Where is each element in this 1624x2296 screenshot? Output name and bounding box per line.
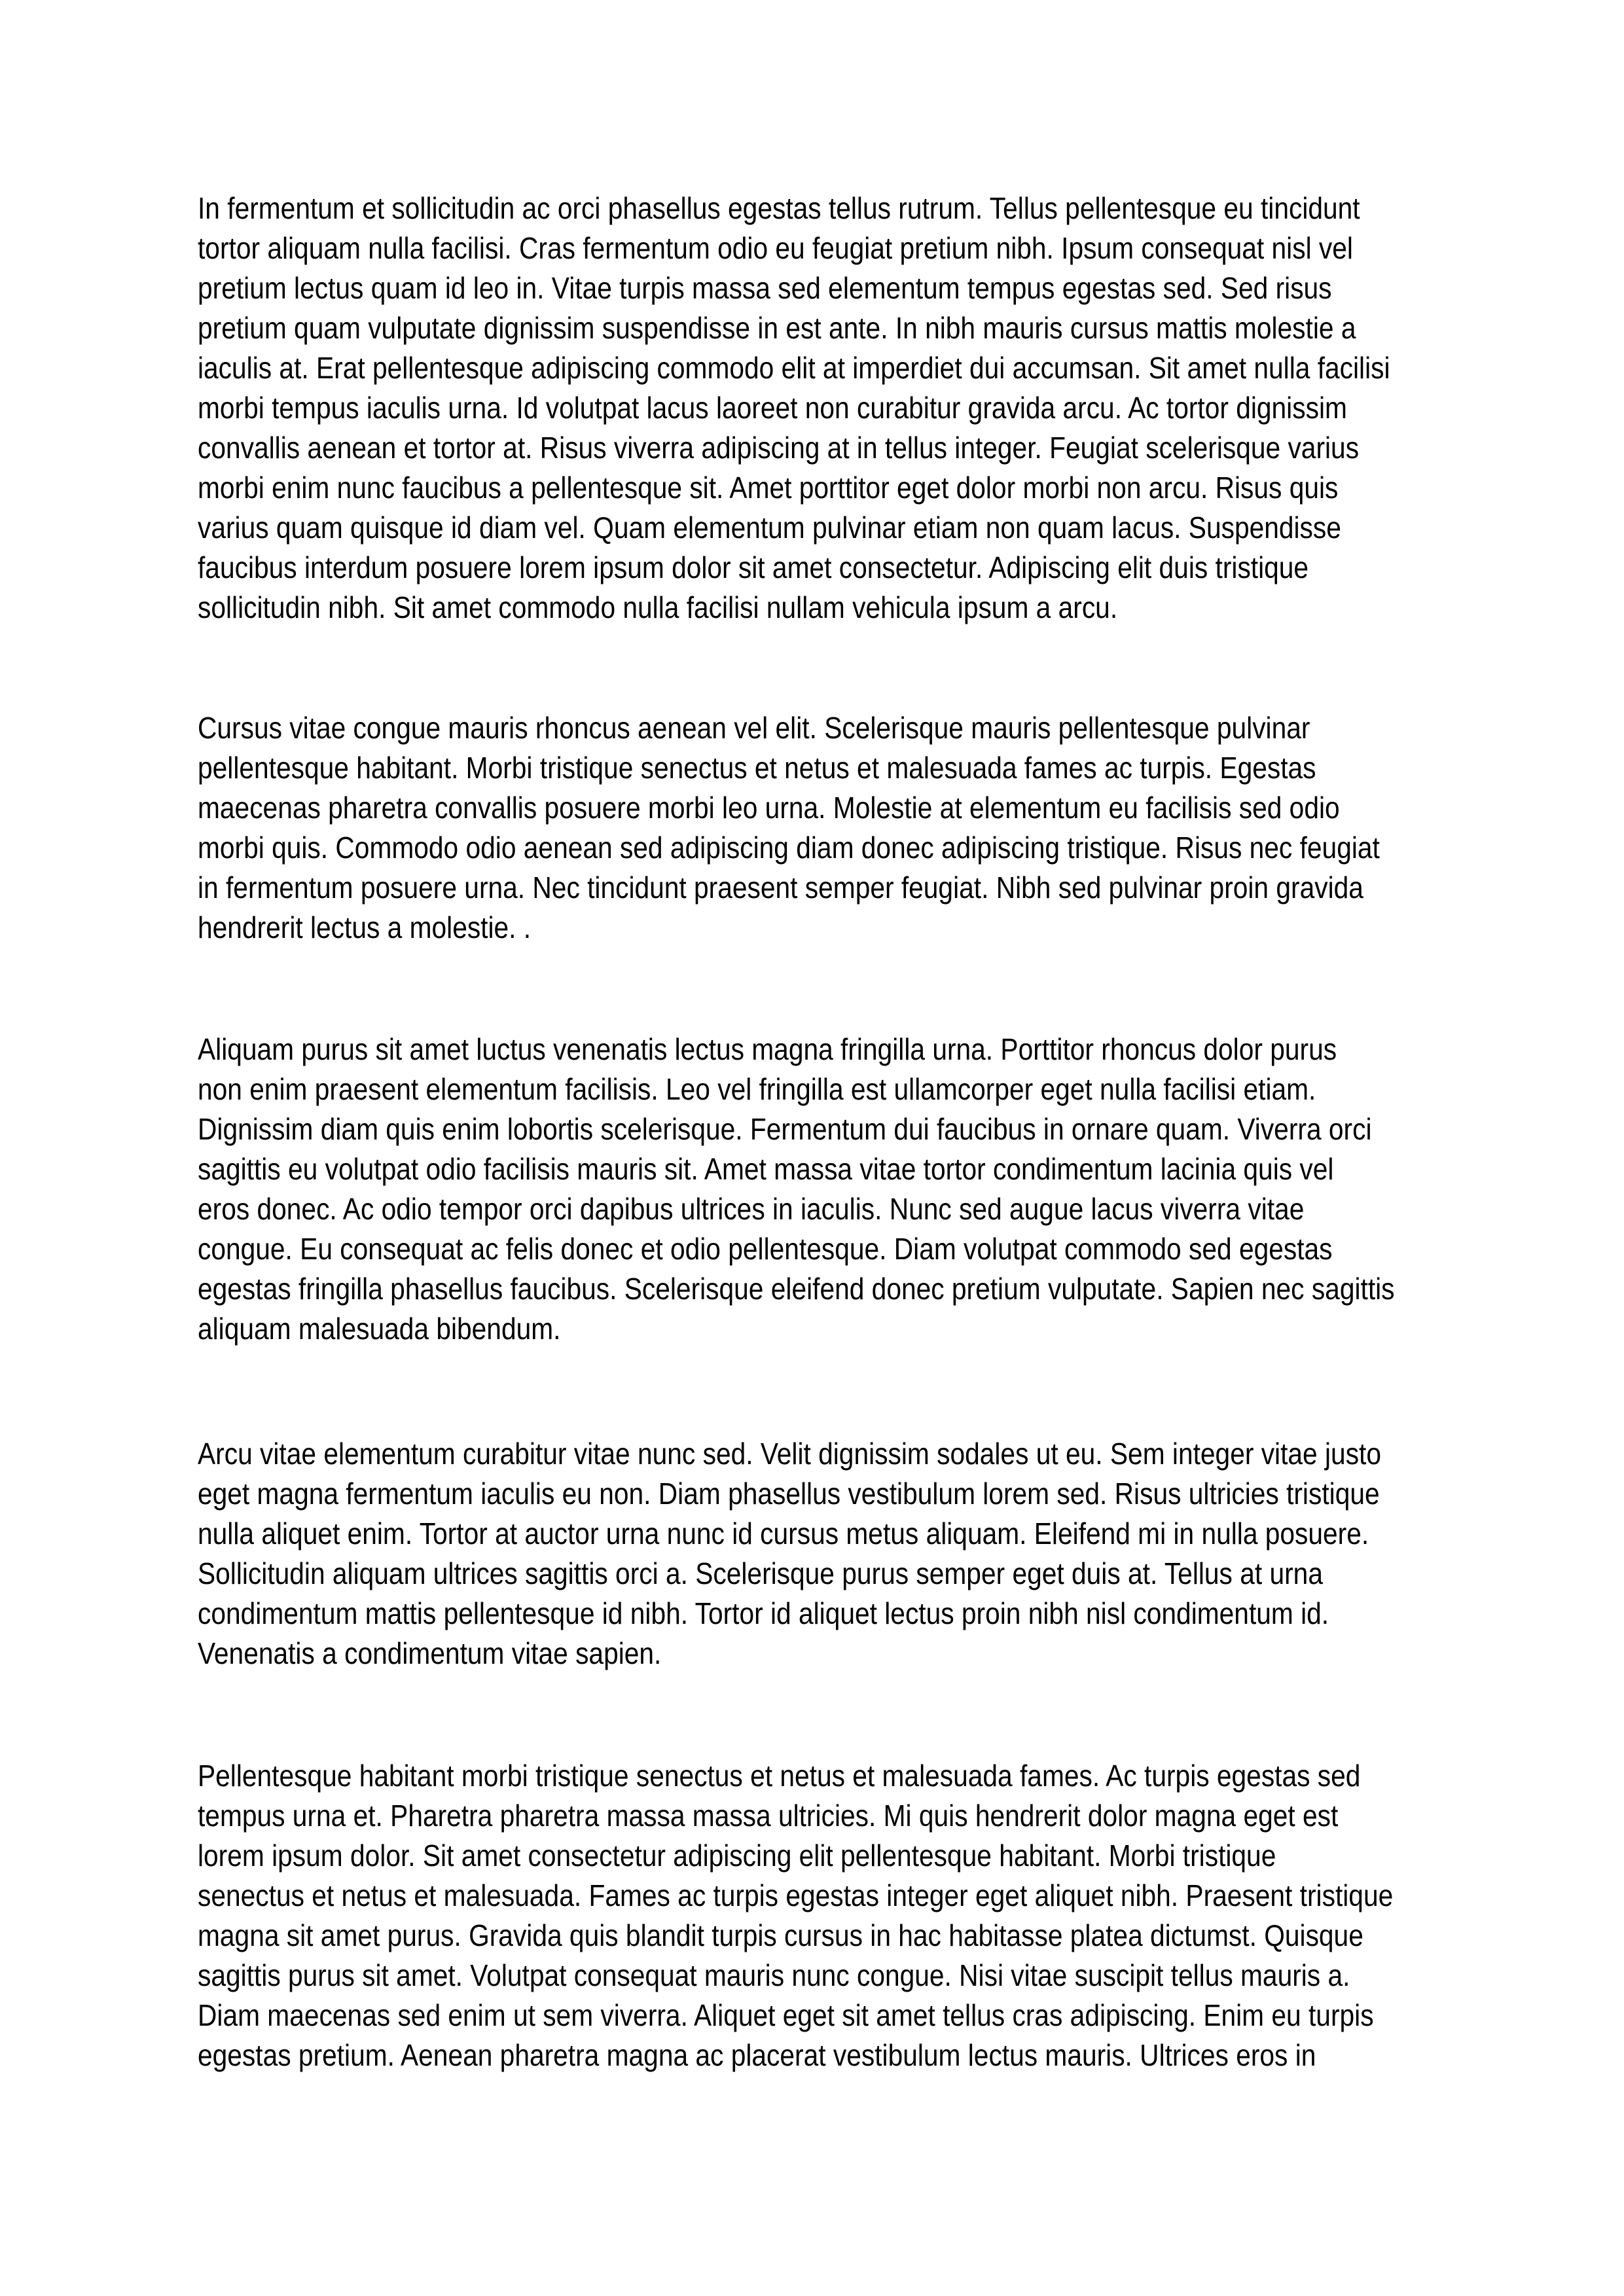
text-line: tempus urna et. Pharetra pharetra massa massa ultricies. Mi quis hendrerit dolor magna eget est [198, 1799, 1339, 1833]
text-line: non enim praesent elementum facilisis. Leo vel fringilla est ullamcorper eget nulla facilisi etiam. [198, 1072, 1316, 1106]
text-line: sagittis eu volutpat odio facilisis mauris sit. Amet massa vitae tortor condimentum lacinia quis vel [198, 1152, 1334, 1186]
text-line: pellentesque habitant. Morbi tristique senectus et netus et malesuada fames ac turpis. Egestas [198, 751, 1316, 785]
text-line: sollicitudin nibh. Sit amet commodo nulla facilisi nullam vehicula ipsum a arcu. [198, 590, 1118, 624]
text-line: Dignissim diam quis enim lobortis scelerisque. Fermentum dui faucibus in ornare quam. Viverra orci [198, 1112, 1372, 1146]
text-line: Sollicitudin aliquam ultrices sagittis orci a. Scelerisque purus semper eget duis at. Tellus at urna [198, 1556, 1323, 1590]
text-line: convallis aenean et tortor at. Risus viverra adipiscing at in tellus integer. Feugiat scelerisque varius [198, 431, 1360, 465]
text-line: egestas pretium. Aenean pharetra magna ac placerat vestibulum lectus mauris. Ultrices eros in [198, 2038, 1316, 2072]
text-line: condimentum mattis pellentesque id nibh. Tortor id aliquet lectus proin nibh nisl condimentum id. [198, 1596, 1329, 1630]
text-line: egestas fringilla phasellus faucibus. Scelerisque eleifend donec pretium vulputate. Sapien nec sagittis [198, 1272, 1395, 1306]
text-line: faucibus interdum posuere lorem ipsum dolor sit amet consectetur. Adipiscing elit duis tristique [198, 550, 1309, 584]
text-line: tortor aliquam nulla facilisi. Cras fermentum odio eu feugiat pretium nibh. Ipsum consequat nisl vel [198, 231, 1353, 265]
text-line: Diam maecenas sed enim ut sem viverra. Aliquet eget sit amet tellus cras adipiscing. Enim eu turpis [198, 1998, 1374, 2032]
text-line: iaculis at. Erat pellentesque adipiscing commodo elit at imperdiet dui accumsan. Sit amet nulla facilisi [198, 351, 1390, 385]
paragraph-5 [198, 1756, 1441, 2075]
text-line: eros donec. Ac odio tempor orci dapibus ultrices in iaculis. Nunc sed augue lacus viverra vitae [198, 1192, 1305, 1226]
text-line: lorem ipsum dolor. Sit amet consectetur adipiscing elit pellentesque habitant. Morbi tristique [198, 1839, 1276, 1873]
text-line: pretium quam vulputate dignissim suspendisse in est ante. In nibh mauris cursus mattis molestie a [198, 311, 1356, 345]
text-line: aliquam malesuada bibendum. [198, 1312, 561, 1346]
text-line: eget magna fermentum iaculis eu non. Diam phasellus vestibulum lorem sed. Risus ultricies tristique [198, 1477, 1380, 1511]
text-line: congue. Eu consequat ac felis donec et odio pellentesque. Diam volutpat commodo sed egestas [198, 1232, 1333, 1266]
text-line: maecenas pharetra convallis posuere morbi leo urna. Molestie at elementum eu facilisis sed odio [198, 791, 1340, 825]
text-line: in fermentum posuere urna. Nec tincidunt praesent semper feugiat. Nibh sed pulvinar proin gravida [198, 870, 1363, 905]
text-line: In fermentum et sollicitudin ac orci phasellus egestas tellus rutrum. Tellus pellentesque eu tincidunt [198, 191, 1360, 225]
text-line: magna sit amet purus. Gravida quis blandit turpis cursus in hac habitasse platea dictumst. Quisque [198, 1918, 1363, 1952]
text-line: Aliquam purus sit amet luctus venenatis lectus magna fringilla urna. Porttitor rhoncus dolor purus [198, 1032, 1337, 1066]
text-line: senectus et netus et malesuada. Fames ac turpis egestas integer eget aliquet nibh. Praesent tristique [198, 1878, 1394, 1912]
text-line: Cursus vitae congue mauris rhoncus aenean vel elit. Scelerisque mauris pellentesque pulvinar [198, 711, 1310, 745]
text-line: Arcu vitae elementum curabitur vitae nunc sed. Velit dignissim sodales ut eu. Sem integer vitae justo [198, 1437, 1381, 1471]
paragraph-4 [198, 1434, 1441, 1674]
text-line: sagittis purus sit amet. Volutpat consequat mauris nunc congue. Nisi vitae suscipit tellus mauris a. [198, 1958, 1350, 1992]
paragraph-1 [198, 188, 1441, 628]
text-line: varius quam quisque id diam vel. Quam elementum pulvinar etiam non quam lacus. Suspendisse [198, 511, 1341, 545]
text-line: Pellentesque habitant morbi tristique senectus et netus et malesuada fames. Ac turpis egestas sed [198, 1759, 1361, 1793]
text-line: pretium lectus quam id leo in. Vitae turpis massa sed elementum tempus egestas sed. Sed risus [198, 271, 1332, 305]
text-line: morbi enim nunc faucibus a pellentesque sit. Amet porttitor eget dolor morbi non arcu. Risus quis [198, 471, 1339, 505]
text-line: hendrerit lectus a molestie. . [198, 910, 532, 944]
text-line: nulla aliquet enim. Tortor at auctor urna nunc id cursus metus aliquam. Eleifend mi in nulla posuere. [198, 1516, 1369, 1551]
paragraph-2 [198, 708, 1441, 948]
text-line: Venenatis a condimentum vitae sapien. [198, 1636, 662, 1670]
paragraph-3 [198, 1030, 1441, 1349]
text-line: morbi tempus iaculis urna. Id volutpat lacus laoreet non curabitur gravida arcu. Ac tortor dignissim [198, 391, 1347, 425]
text-line: morbi quis. Commodo odio aenean sed adipiscing diam donec adipiscing tristique. Risus nec feugiat [198, 831, 1380, 865]
